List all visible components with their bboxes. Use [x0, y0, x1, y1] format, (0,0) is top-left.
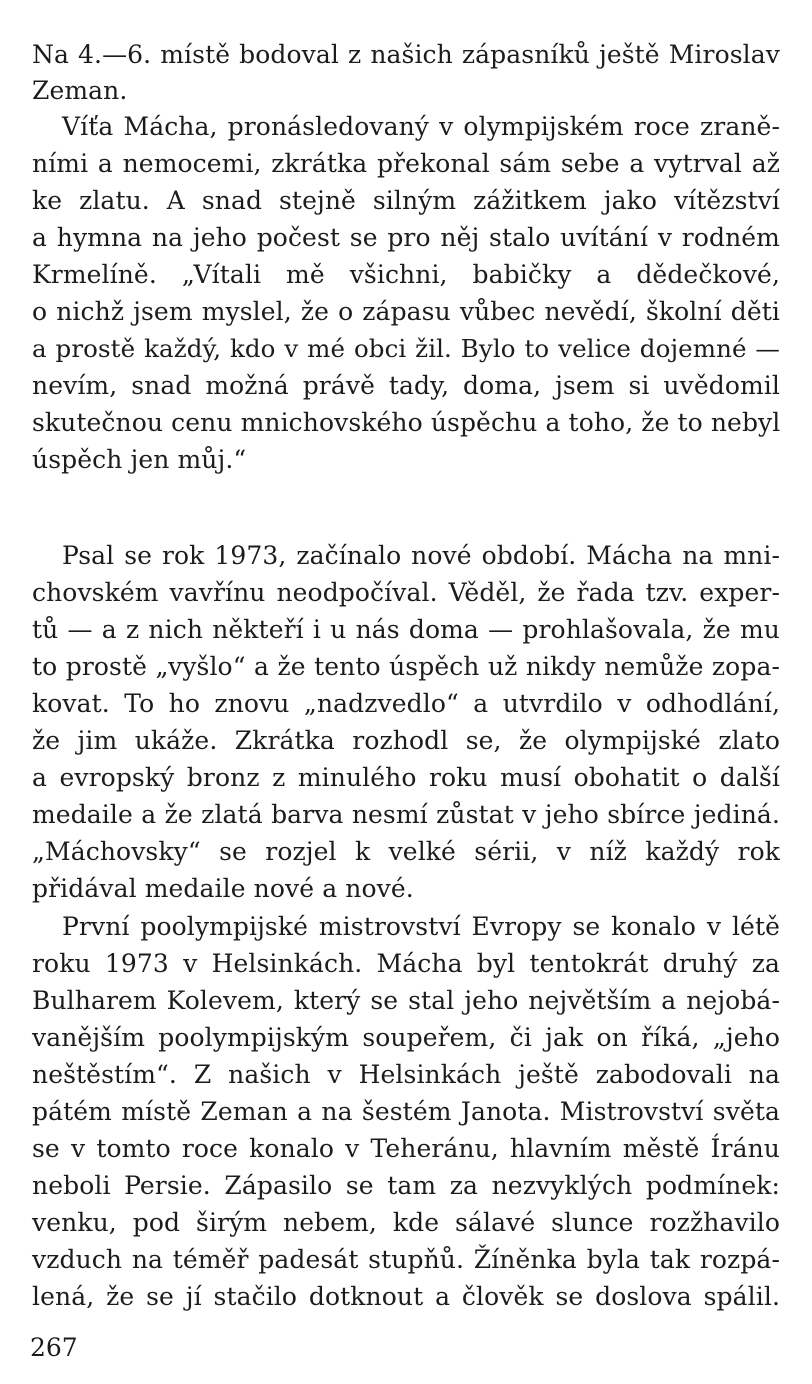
text-line: a prostě každý, kdo v mé obci žil. Bylo to velice dojemné — — [32, 334, 780, 363]
text-line: nevím, snad možná právě tady, doma, jsem si uvědomil — [32, 371, 780, 400]
text-line: úspěch jen můj.“ — [32, 445, 247, 474]
text-line: Zeman. — [32, 76, 128, 105]
text-line: pátém místě Zeman a na šestém Janota. Mistrovství světa — [32, 1097, 780, 1126]
text-line: a evropský bronz z minulého roku musí obohatit o další — [32, 763, 780, 792]
text-line: o nichž jsem myslel, že o zápasu vůbec nevědí, školní děti — [32, 297, 780, 326]
text-line: lená, že se jí stačilo dotknout a člověk se doslova spálil. — [32, 1282, 780, 1311]
text-line: skutečnou cenu mnichovského úspěchu a toho, že to nebyl — [32, 408, 781, 437]
text-line: Psal se rok 1973, začínalo nové období. Mácha na mni- — [62, 541, 780, 570]
text-line: se v tomto roce konalo v Teheránu, hlavním městě Íránu — [32, 1134, 780, 1163]
text-line: První poolympijské mistrovství Evropy se konalo v létě — [62, 912, 780, 941]
text-line: kovat. To ho znovu „nadzvedlo“ a utvrdilo v odhodlání, — [32, 689, 780, 718]
page-number: 267 — [30, 1333, 78, 1362]
text-line: ními a nemocemi, zkrátka překonal sám sebe a vytrval až — [32, 149, 780, 178]
text-line: chovském vavřínu neodpočíval. Věděl, že řada tzv. exper- — [32, 578, 780, 607]
text-line: že jim ukáže. Zkrátka rozhodl se, že olympijské zlato — [32, 726, 780, 755]
text-line: tů — a z nich někteří i u nás doma — prohlašovala, že mu — [32, 615, 780, 644]
text-line: Víťa Mácha, pronásledovaný v olympijském roce zraně- — [62, 112, 780, 141]
text-line: a hymna na jeho počest se pro něj stalo uvítání v rodném — [32, 223, 780, 252]
text-line: vzduch na téměř padesát stupňů. Žíněnka byla tak rozpá- — [32, 1245, 780, 1274]
text-line: roku 1973 v Helsinkách. Mácha byl tentokrát druhý za — [32, 949, 780, 978]
text-line: Na 4.—6. místě bodoval z našich zápasníků ještě Miroslav — [32, 40, 780, 69]
text-line: Bulharem Kolevem, který se stal jeho největším a nejobá- — [32, 986, 780, 1015]
text-line: to prostě „vyšlo“ a že tento úspěch už nikdy nemůže zopa- — [32, 652, 780, 681]
text-line: ke zlatu. A snad stejně silným zážitkem jako vítězství — [32, 186, 780, 215]
text-line: vanějším poolympijským soupeřem, či jak on říká, „jeho — [32, 1023, 780, 1052]
text-line: medaile a že zlatá barva nesmí zůstat v jeho sbírce jediná. — [32, 800, 780, 829]
text-line: přidával medaile nové a nové. — [32, 874, 414, 903]
text-line: venku, pod širým nebem, kde sálavé slunce rozžhavilo — [32, 1208, 780, 1237]
text-line: Krmelíně. „Vítali mě všichni, babičky a dědečkové, — [32, 260, 780, 289]
text-line: neštěstím“. Z našich v Helsinkách ještě zabodovali na — [32, 1060, 780, 1089]
text-line: neboli Persie. Zápasilo se tam za nezvyklých podmínek: — [32, 1171, 780, 1200]
text-line: „Máchovsky“ se rozjel k velké sérii, v níž každý rok — [32, 837, 780, 866]
